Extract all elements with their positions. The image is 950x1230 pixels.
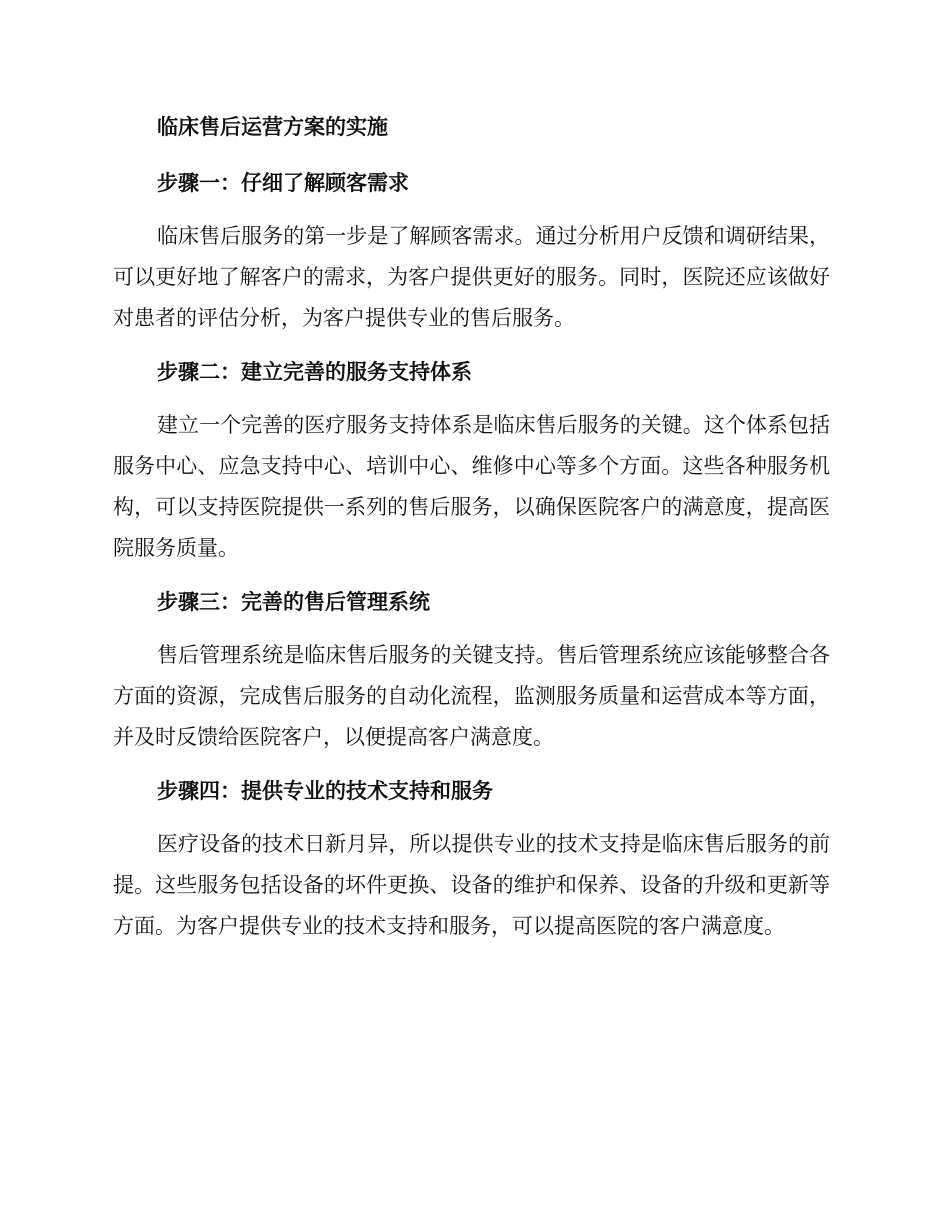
section-paragraph: 建立一个完善的医疗服务支持体系是临床售后服务的关键。这个体系包括服务中心、应急支持中心、培训中心、维修中心等多个方面。这些各种服务机构，可以支持医院提供一系列的售后服务，以确保医院客户的满意度，提高医院服务质量。: [113, 413, 830, 560]
section-step-3: [113, 583, 830, 758]
section-step-1: [113, 164, 830, 339]
section-heading: 步骤四：提供专业的技术支持和服务: [157, 778, 493, 803]
section-step-2: [113, 353, 830, 569]
section-paragraph: 售后管理系统是临床售后服务的关键支持。售后管理系统应该能够整合各方面的资源，完成售后服务的自动化流程，监测服务质量和运营成本等方面，并及时反馈给医院客户，以便提高客户满意度。: [113, 643, 830, 749]
document-title: 临床售后运营方案的实施: [157, 114, 388, 139]
section-heading: 步骤二：建立完善的服务支持体系: [157, 359, 472, 384]
section-heading: 步骤三：完善的售后管理系统: [157, 589, 430, 614]
section-paragraph: 临床售后服务的第一步是了解顾客需求。通过分析用户反馈和调研结果，可以更好地了解客户的需求，为客户提供更好的服务。同时，医院还应该做好对患者的评估分析，为客户提供专业的售后服务。: [113, 224, 830, 330]
document-page: [113, 108, 830, 961]
section-heading: 步骤一：仔细了解顾客需求: [157, 170, 409, 195]
section-paragraph: 医疗设备的技术日新月异，所以提供专业的技术支持是临床售后服务的前提。这些服务包括设备的坏件更换、设备的维护和保养、设备的升级和更新等方面。为客户提供专业的技术支持和服务，可以提高医院的客户满意度。: [113, 832, 830, 938]
section-step-4: [113, 772, 830, 947]
